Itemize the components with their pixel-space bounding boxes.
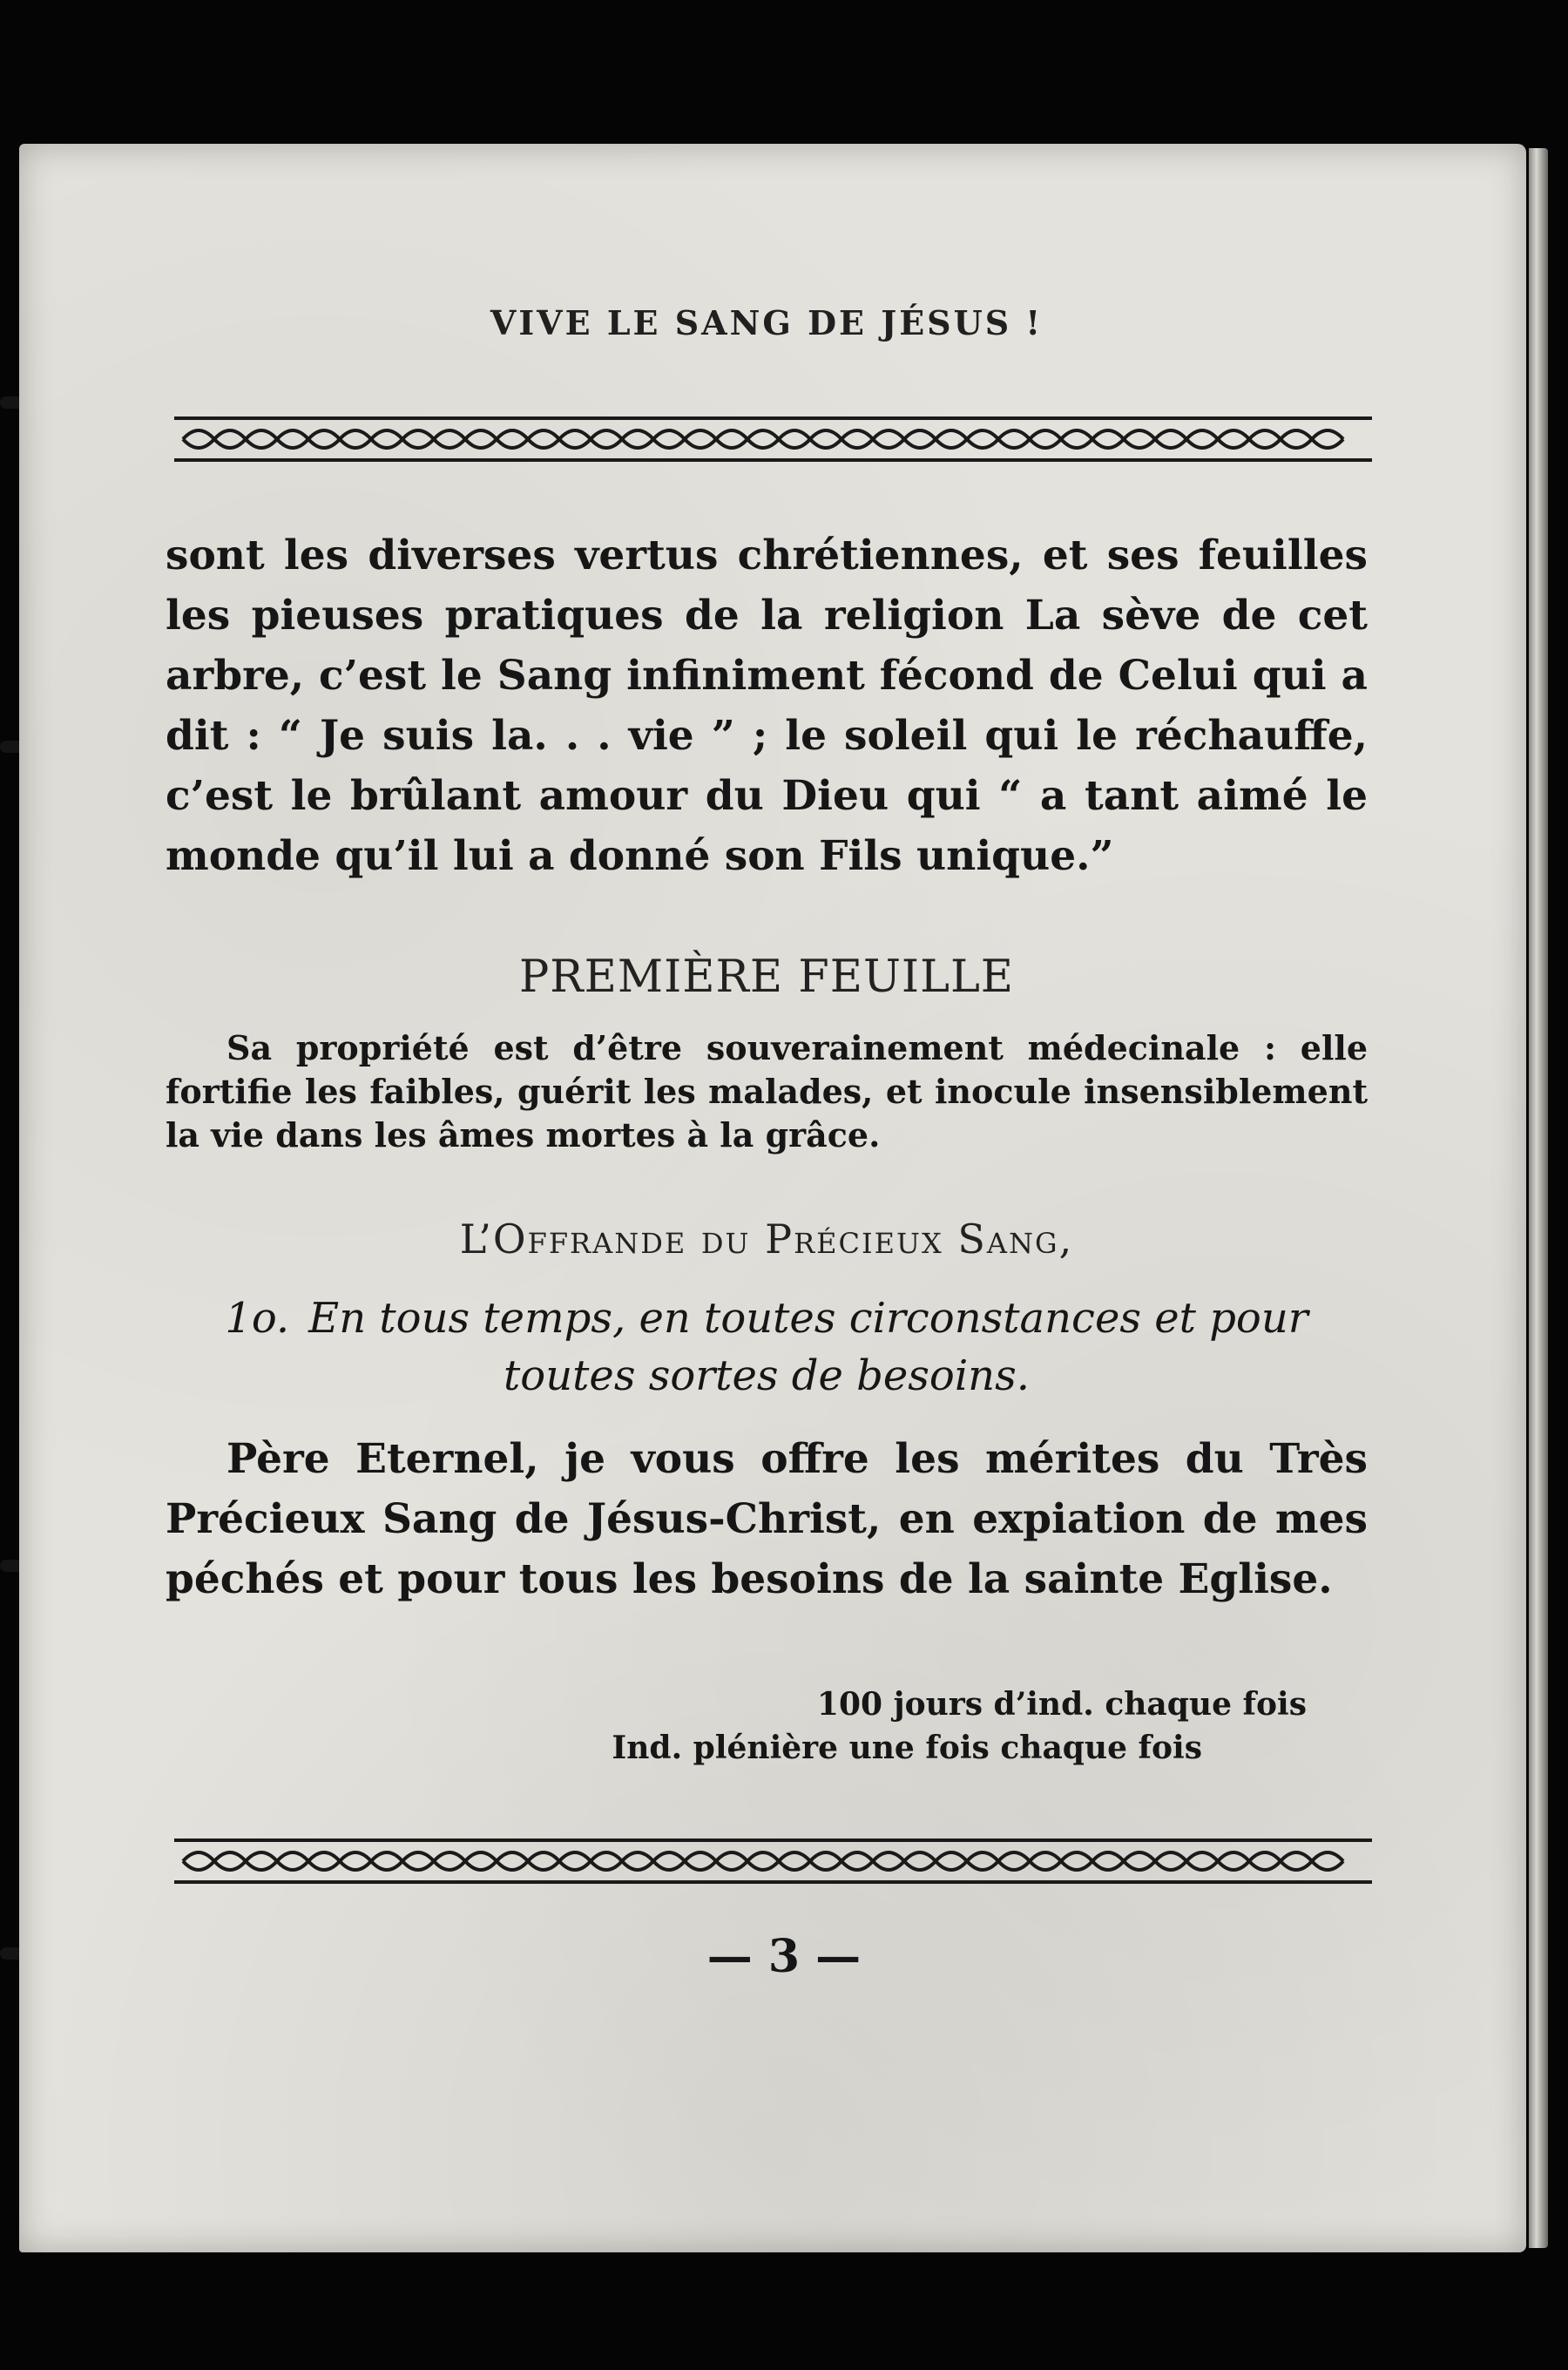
paragraph-continuation: sont les diverses vertus chrétiennes, et ses feuilles les pieuses pratiques de la religion La sève de cet arbre, c’est le Sang infiniment fécond de Celui qui a dit : “ Je suis la. . . vie ” ; le soleil qui le réchauffe, c’est le brûlant amour du Dieu qui “ a tant aimé le monde qu’il lui a donné son Fils unique.” xyxy=(166,532,1368,880)
item-number: 1o. xyxy=(225,1294,290,1343)
item-title-line-2: toutes sortes de besoins. xyxy=(504,1351,1030,1400)
indulgence-note-1: 100 jours d’ind. chaque fois xyxy=(816,1686,1307,1723)
ornament-rule-top xyxy=(174,416,1372,462)
offrande-heading: L’Offrande du Précieux Sang, xyxy=(459,1215,1074,1263)
section-heading: PREMIÈRE FEUILLE xyxy=(518,951,1015,1003)
item-title-line-1 xyxy=(166,1290,1368,1347)
indulgence-note-2: Ind. plénière une fois chaque fois xyxy=(612,1730,1202,1766)
ornament-top-svg xyxy=(174,416,1372,462)
ornament-bottom-svg xyxy=(174,1838,1372,1884)
page-edge xyxy=(1529,148,1548,2248)
ornament-rule-bottom xyxy=(174,1838,1372,1884)
prayer-text: Père Eternel, je vous offre les mérites du Très Précieux Sang de Jésus-Christ, en expiation de mes péchés et pour tous les besoins de la sainte Eglise. xyxy=(166,1435,1368,1603)
item-title xyxy=(166,1290,1368,1405)
section-description: Sa propriété est d’être souverainement médecinale : elle fortifie les faibles, guérit les malades, et inocule insensiblement la vie dans les âmes mortes à la grâce. xyxy=(166,1028,1368,1155)
item-title-text-1: En tous temps, en toutes circonstances et pour xyxy=(308,1294,1308,1343)
running-head: VIVE LE SANG DE JÉSUS ! xyxy=(490,303,1044,342)
page-number: — 3 — xyxy=(706,1930,862,1983)
